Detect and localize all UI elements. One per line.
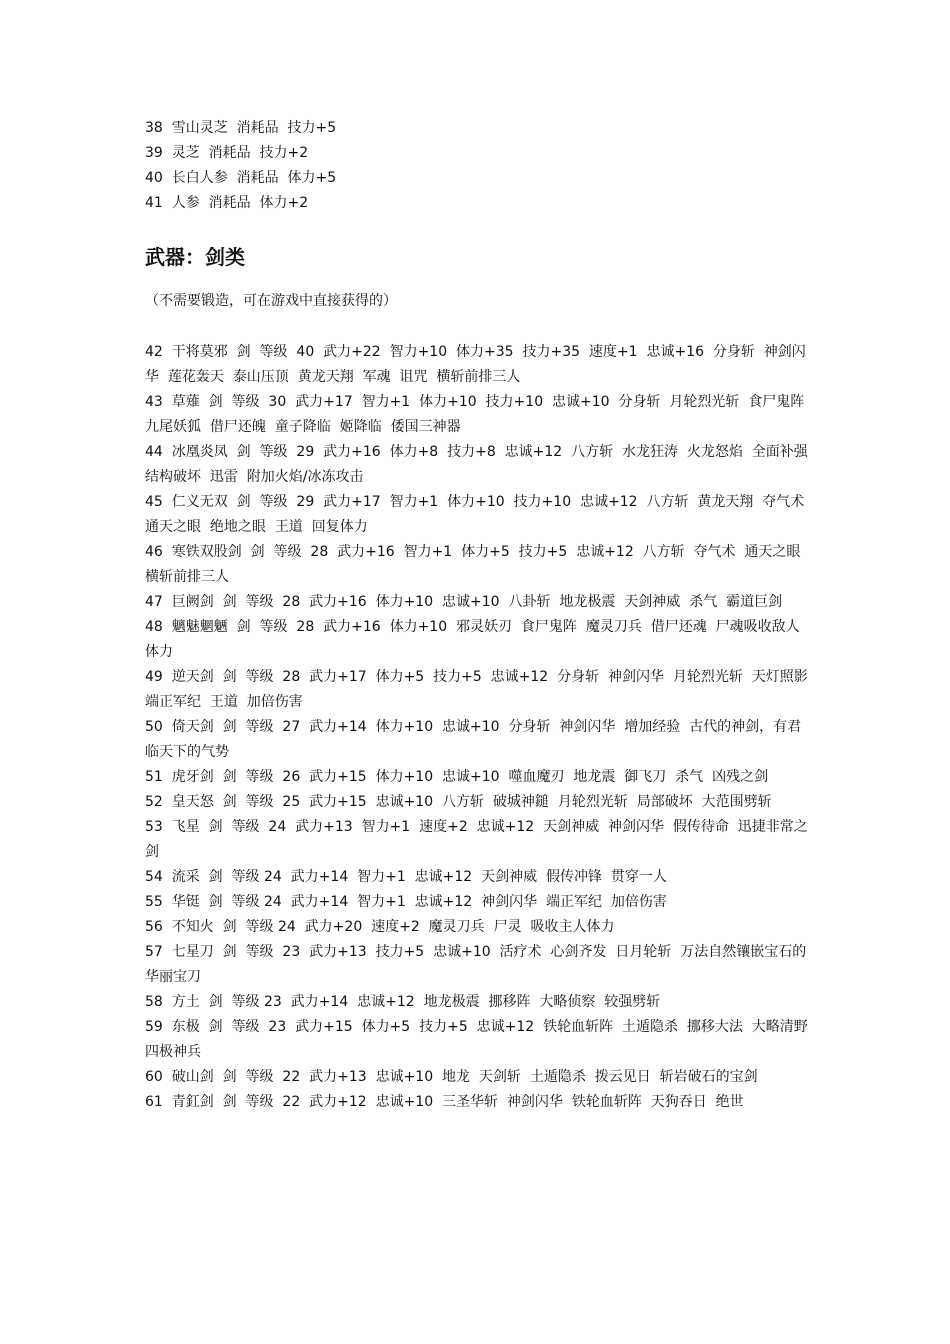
list-item: 45 仁义无双 剑 等级 29 武力+17 智力+1 体力+10 技力+10 忠诚+12 八方斩 黄龙天翔 夺气术 通天之眼 绝地之眼 王道 回复体力: [145, 494, 814, 535]
section-heading: 武器：剑类: [145, 245, 245, 269]
list-item: 38 雪山灵芝 消耗品 技力+5: [145, 120, 337, 136]
list-item: 44 冰凰炎凤 剑 等级 29 武力+16 体力+8 技力+8 忠诚+12 八方斩 水龙狂涛 火龙怒焰 全面补强 结构破坏 迅雷 附加火焰/冰冻攻击: [145, 444, 817, 485]
list-item: 53 飞星 剑 等级 24 武力+13 智力+1 速度+2 忠诚+12 天剑神威 神剑闪华 假传待命 迅捷非常之剑: [145, 819, 808, 860]
list-item: 49 逆天剑 剑 等级 28 武力+17 体力+5 技力+5 忠诚+12 分身斩 神剑闪华 月轮烈光斩 天灯照影 端正军纪 王道 加倍伤害: [145, 669, 817, 710]
list-item: 41 人参 消耗品 体力+2: [145, 195, 309, 211]
list-item: 61 青釭剑 剑 等级 22 武力+12 忠诚+10 三圣华斩 神剑闪华 铁轮血斩阵 天狗吞日 绝世: [145, 1094, 744, 1110]
list-item: 42 干将莫邪 剑 等级 40 武力+22 智力+10 体力+35 技力+35 速度+1 忠诚+16 分身斩 神剑闪华 莲花轰天 泰山压顶 黄龙天翔 军魂 诅咒 横斩前排三人: [145, 344, 806, 385]
list-item: 39 灵芝 消耗品 技力+2: [145, 145, 309, 161]
list-item: 58 方土 剑 等级 23 武力+14 忠诚+12 地龙极震 挪移阵 大略侦察 较强劈斩: [145, 994, 661, 1010]
list-item: 54 流采 剑 等级 24 武力+14 智力+1 忠诚+12 天剑神威 假传冲锋 贯穿一人: [145, 869, 667, 885]
list-item: 56 不知火 剑 等级 24 武力+20 速度+2 魔灵刀兵 尸灵 吸收主人体力: [145, 919, 615, 935]
list-item: 55 华铤 剑 等级 24 武力+14 智力+1 忠诚+12 神剑闪华 端正军纪 加倍伤害: [145, 894, 667, 910]
list-item: 51 虎牙剑 剑 等级 26 武力+15 体力+10 忠诚+10 噬血魔刃 地龙震 御飞刀 杀气 凶残之剑: [145, 769, 769, 785]
list-item: 52 皇天怒 剑 等级 25 武力+15 忠诚+10 八方斩 破城神鎚 月轮烈光斩 局部破坏 大范围劈斩: [145, 794, 772, 810]
list-item: 48 魑魅魍魉 剑 等级 28 武力+16 体力+10 邪灵妖刃 食尸鬼阵 魔灵刀兵 借尸还魂 尸魂吸收敌人体力: [145, 619, 800, 660]
list-item: 57 七星刀 剑 等级 23 武力+13 技力+5 忠诚+10 活疗术 心剑齐发 日月轮斩 万法自然镶嵌宝石的华丽宝刀: [145, 944, 807, 985]
list-item: 47 巨阙剑 剑 等级 28 武力+16 体力+10 忠诚+10 八卦斩 地龙极震 天剑神威 杀气 霸道巨剑: [145, 594, 783, 610]
section-note: （不需要锻造，可在游戏中直接获得的）: [145, 293, 397, 309]
consumables-list: [145, 116, 810, 216]
list-item: 46 寒铁双股剑 剑 等级 28 武力+16 智力+1 体力+5 技力+5 忠诚+12 八方斩 夺气术 通天之眼 横斩前排三人: [145, 544, 810, 585]
list-item: 43 草薙 剑 等级 30 武力+17 智力+1 体力+10 技力+10 忠诚+10 分身斩 月轮烈光斩 食尸鬼阵 九尾妖狐 借尸还魄 童子降临 姬降临 倭国三神器: [145, 394, 814, 435]
weapons-list: [145, 340, 817, 1115]
list-item: 60 破山剑 剑 等级 22 武力+13 忠诚+10 地龙 天剑斩 土遁隐杀 拨云见日 斩岩破石的宝剑: [145, 1069, 758, 1085]
list-item: 40 长白人参 消耗品 体力+5: [145, 170, 337, 186]
list-item: 59 东极 剑 等级 23 武力+15 体力+5 技力+5 忠诚+12 铁轮血斩阵 土遁隐杀 挪移大法 大略清野 四极神兵: [145, 1019, 817, 1060]
list-item: 50 倚天剑 剑 等级 27 武力+14 体力+10 忠诚+10 分身斩 神剑闪华 增加经验 古代的神剑，有君临天下的气势: [145, 719, 802, 760]
